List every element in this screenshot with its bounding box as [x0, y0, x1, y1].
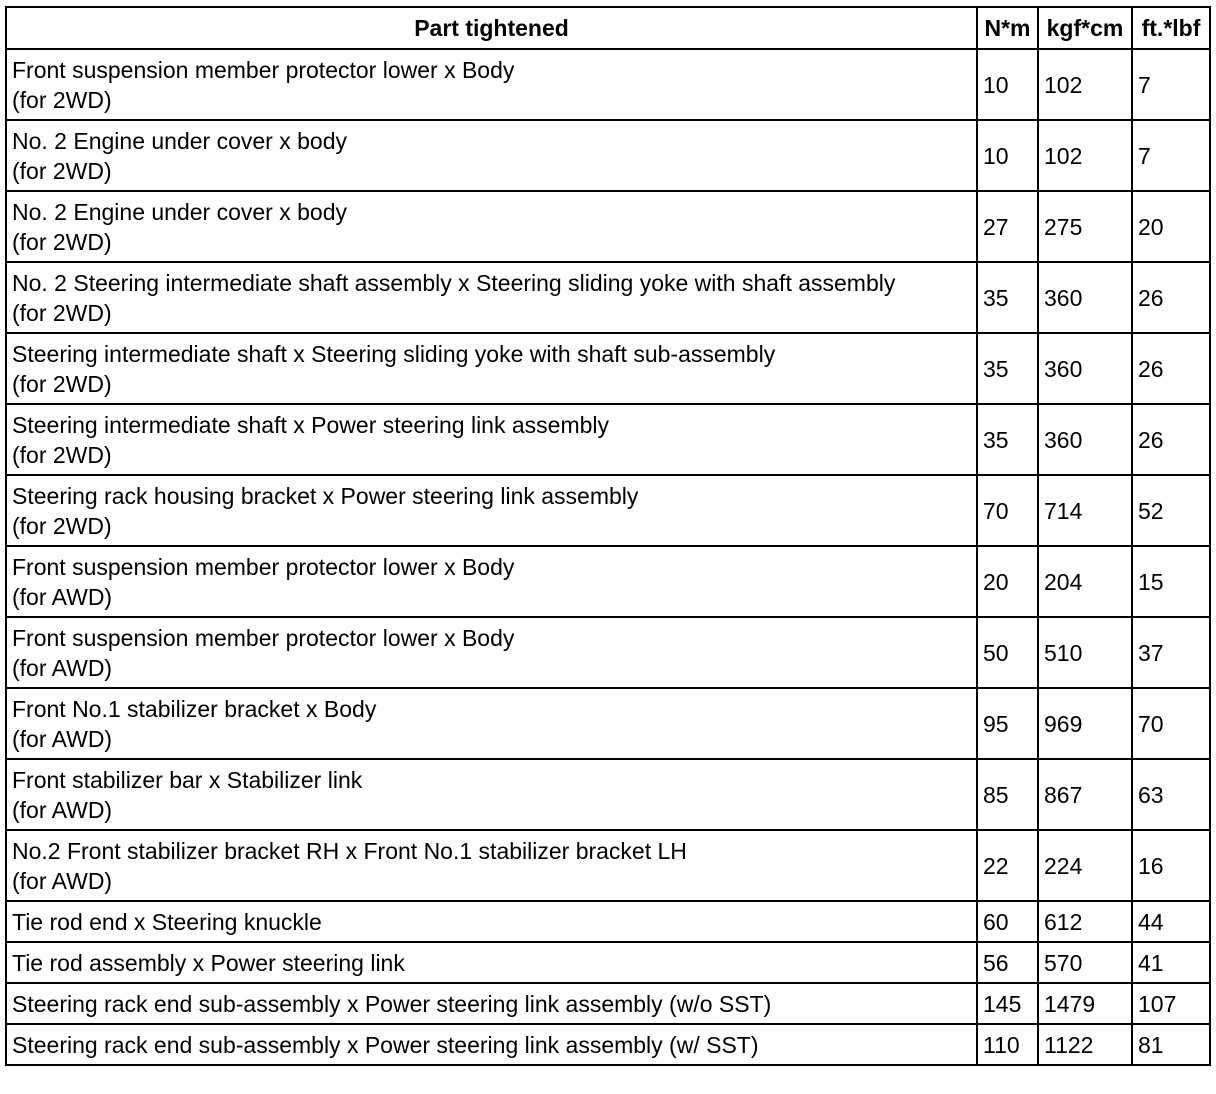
cell-ft-lbf: 44: [1132, 901, 1210, 942]
cell-part-tightened: [6, 688, 977, 759]
cell-kgf-cm: 275: [1038, 191, 1132, 262]
part-description: No. 2 Engine under cover x body: [12, 127, 347, 154]
cell-ft-lbf: 15: [1132, 546, 1210, 617]
cell-ft-lbf: 7: [1132, 120, 1210, 191]
part-note: (for 2WD): [12, 512, 112, 539]
header-kgf-cm: kgf*cm: [1038, 7, 1132, 49]
part-description: No. 2 Steering intermediate shaft assembly x Steering sliding yoke with shaft assembly: [12, 269, 896, 296]
cell-kgf-cm: 1122: [1038, 1024, 1132, 1065]
table-row: [6, 191, 1210, 262]
cell-nm: 35: [977, 404, 1038, 475]
cell-part-tightened: [6, 262, 977, 333]
cell-nm: 20: [977, 546, 1038, 617]
table-row: [6, 1024, 1210, 1065]
cell-part-tightened: [6, 475, 977, 546]
cell-part-tightened: [6, 1024, 977, 1065]
cell-ft-lbf: 37: [1132, 617, 1210, 688]
part-description: Steering rack end sub-assembly x Power steering link assembly (w/o SST): [12, 990, 772, 1017]
cell-nm: 95: [977, 688, 1038, 759]
table-row: [6, 475, 1210, 546]
part-description: Front suspension member protector lower x Body: [12, 56, 515, 83]
table-row: [6, 759, 1210, 830]
cell-nm: 110: [977, 1024, 1038, 1065]
cell-ft-lbf: 20: [1132, 191, 1210, 262]
part-note: (for 2WD): [12, 441, 112, 468]
cell-kgf-cm: 510: [1038, 617, 1132, 688]
cell-ft-lbf: 41: [1132, 942, 1210, 983]
part-description: Front stabilizer bar x Stabilizer link: [12, 766, 363, 793]
cell-part-tightened: [6, 49, 977, 120]
cell-part-tightened: [6, 404, 977, 475]
part-description: Tie rod end x Steering knuckle: [12, 908, 322, 935]
cell-kgf-cm: 969: [1038, 688, 1132, 759]
cell-kgf-cm: 102: [1038, 49, 1132, 120]
cell-part-tightened: [6, 759, 977, 830]
part-description: Steering intermediate shaft x Steering sliding yoke with shaft sub-assembly: [12, 340, 776, 367]
part-note: (for 2WD): [12, 86, 112, 113]
cell-part-tightened: [6, 617, 977, 688]
torque-spec-table: [5, 6, 1211, 1066]
cell-kgf-cm: 102: [1038, 120, 1132, 191]
cell-ft-lbf: 52: [1132, 475, 1210, 546]
part-note: (for 2WD): [12, 228, 112, 255]
part-note: (for AWD): [12, 867, 113, 894]
cell-kgf-cm: 360: [1038, 404, 1132, 475]
cell-nm: 10: [977, 120, 1038, 191]
header-part-tightened: Part tightened: [6, 7, 977, 49]
table-row: [6, 983, 1210, 1024]
cell-nm: 70: [977, 475, 1038, 546]
table-row: [6, 262, 1210, 333]
cell-part-tightened: [6, 546, 977, 617]
cell-part-tightened: [6, 120, 977, 191]
cell-nm: 22: [977, 830, 1038, 901]
header-ft-lbf: ft.*lbf: [1132, 7, 1210, 49]
cell-part-tightened: [6, 942, 977, 983]
cell-nm: 35: [977, 262, 1038, 333]
cell-part-tightened: [6, 333, 977, 404]
cell-nm: 56: [977, 942, 1038, 983]
cell-nm: 50: [977, 617, 1038, 688]
cell-ft-lbf: 63: [1132, 759, 1210, 830]
cell-part-tightened: [6, 901, 977, 942]
part-note: (for 2WD): [12, 157, 112, 184]
cell-ft-lbf: 26: [1132, 404, 1210, 475]
cell-kgf-cm: 224: [1038, 830, 1132, 901]
part-note: (for AWD): [12, 654, 113, 681]
part-note: (for AWD): [12, 583, 113, 610]
cell-ft-lbf: 107: [1132, 983, 1210, 1024]
cell-nm: 60: [977, 901, 1038, 942]
cell-kgf-cm: 360: [1038, 333, 1132, 404]
cell-part-tightened: [6, 191, 977, 262]
table-row: [6, 617, 1210, 688]
table-row: [6, 49, 1210, 120]
cell-kgf-cm: 612: [1038, 901, 1132, 942]
cell-nm: 35: [977, 333, 1038, 404]
cell-ft-lbf: 26: [1132, 262, 1210, 333]
cell-kgf-cm: 204: [1038, 546, 1132, 617]
cell-nm: 27: [977, 191, 1038, 262]
table-header-row: [6, 7, 1210, 49]
cell-ft-lbf: 16: [1132, 830, 1210, 901]
part-description: Steering rack end sub-assembly x Power steering link assembly (w/ SST): [12, 1031, 759, 1058]
cell-nm: 85: [977, 759, 1038, 830]
table-row: [6, 688, 1210, 759]
cell-ft-lbf: 70: [1132, 688, 1210, 759]
part-description: No.2 Front stabilizer bracket RH x Front No.1 stabilizer bracket LH: [12, 837, 687, 864]
table-row: [6, 830, 1210, 901]
cell-ft-lbf: 7: [1132, 49, 1210, 120]
cell-kgf-cm: 1479: [1038, 983, 1132, 1024]
table-row: [6, 404, 1210, 475]
table-body: [6, 49, 1210, 1065]
cell-kgf-cm: 360: [1038, 262, 1132, 333]
part-note: (for 2WD): [12, 370, 112, 397]
part-note: (for AWD): [12, 796, 113, 823]
table-row: [6, 546, 1210, 617]
part-description: Front No.1 stabilizer bracket x Body: [12, 695, 377, 722]
cell-nm: 10: [977, 49, 1038, 120]
part-description: No. 2 Engine under cover x body: [12, 198, 347, 225]
cell-kgf-cm: 867: [1038, 759, 1132, 830]
cell-part-tightened: [6, 983, 977, 1024]
part-description: Steering intermediate shaft x Power steering link assembly: [12, 411, 610, 438]
part-note: (for 2WD): [12, 299, 112, 326]
cell-ft-lbf: 26: [1132, 333, 1210, 404]
table-row: [6, 942, 1210, 983]
part-description: Tie rod assembly x Power steering link: [12, 949, 405, 976]
cell-ft-lbf: 81: [1132, 1024, 1210, 1065]
header-nm: N*m: [977, 7, 1038, 49]
cell-kgf-cm: 570: [1038, 942, 1132, 983]
part-note: (for AWD): [12, 725, 113, 752]
part-description: Front suspension member protector lower x Body: [12, 553, 515, 580]
cell-part-tightened: [6, 830, 977, 901]
cell-nm: 145: [977, 983, 1038, 1024]
part-description: Front suspension member protector lower x Body: [12, 624, 515, 651]
part-description: Steering rack housing bracket x Power steering link assembly: [12, 482, 639, 509]
cell-kgf-cm: 714: [1038, 475, 1132, 546]
table-row: [6, 901, 1210, 942]
table-row: [6, 120, 1210, 191]
table-row: [6, 333, 1210, 404]
